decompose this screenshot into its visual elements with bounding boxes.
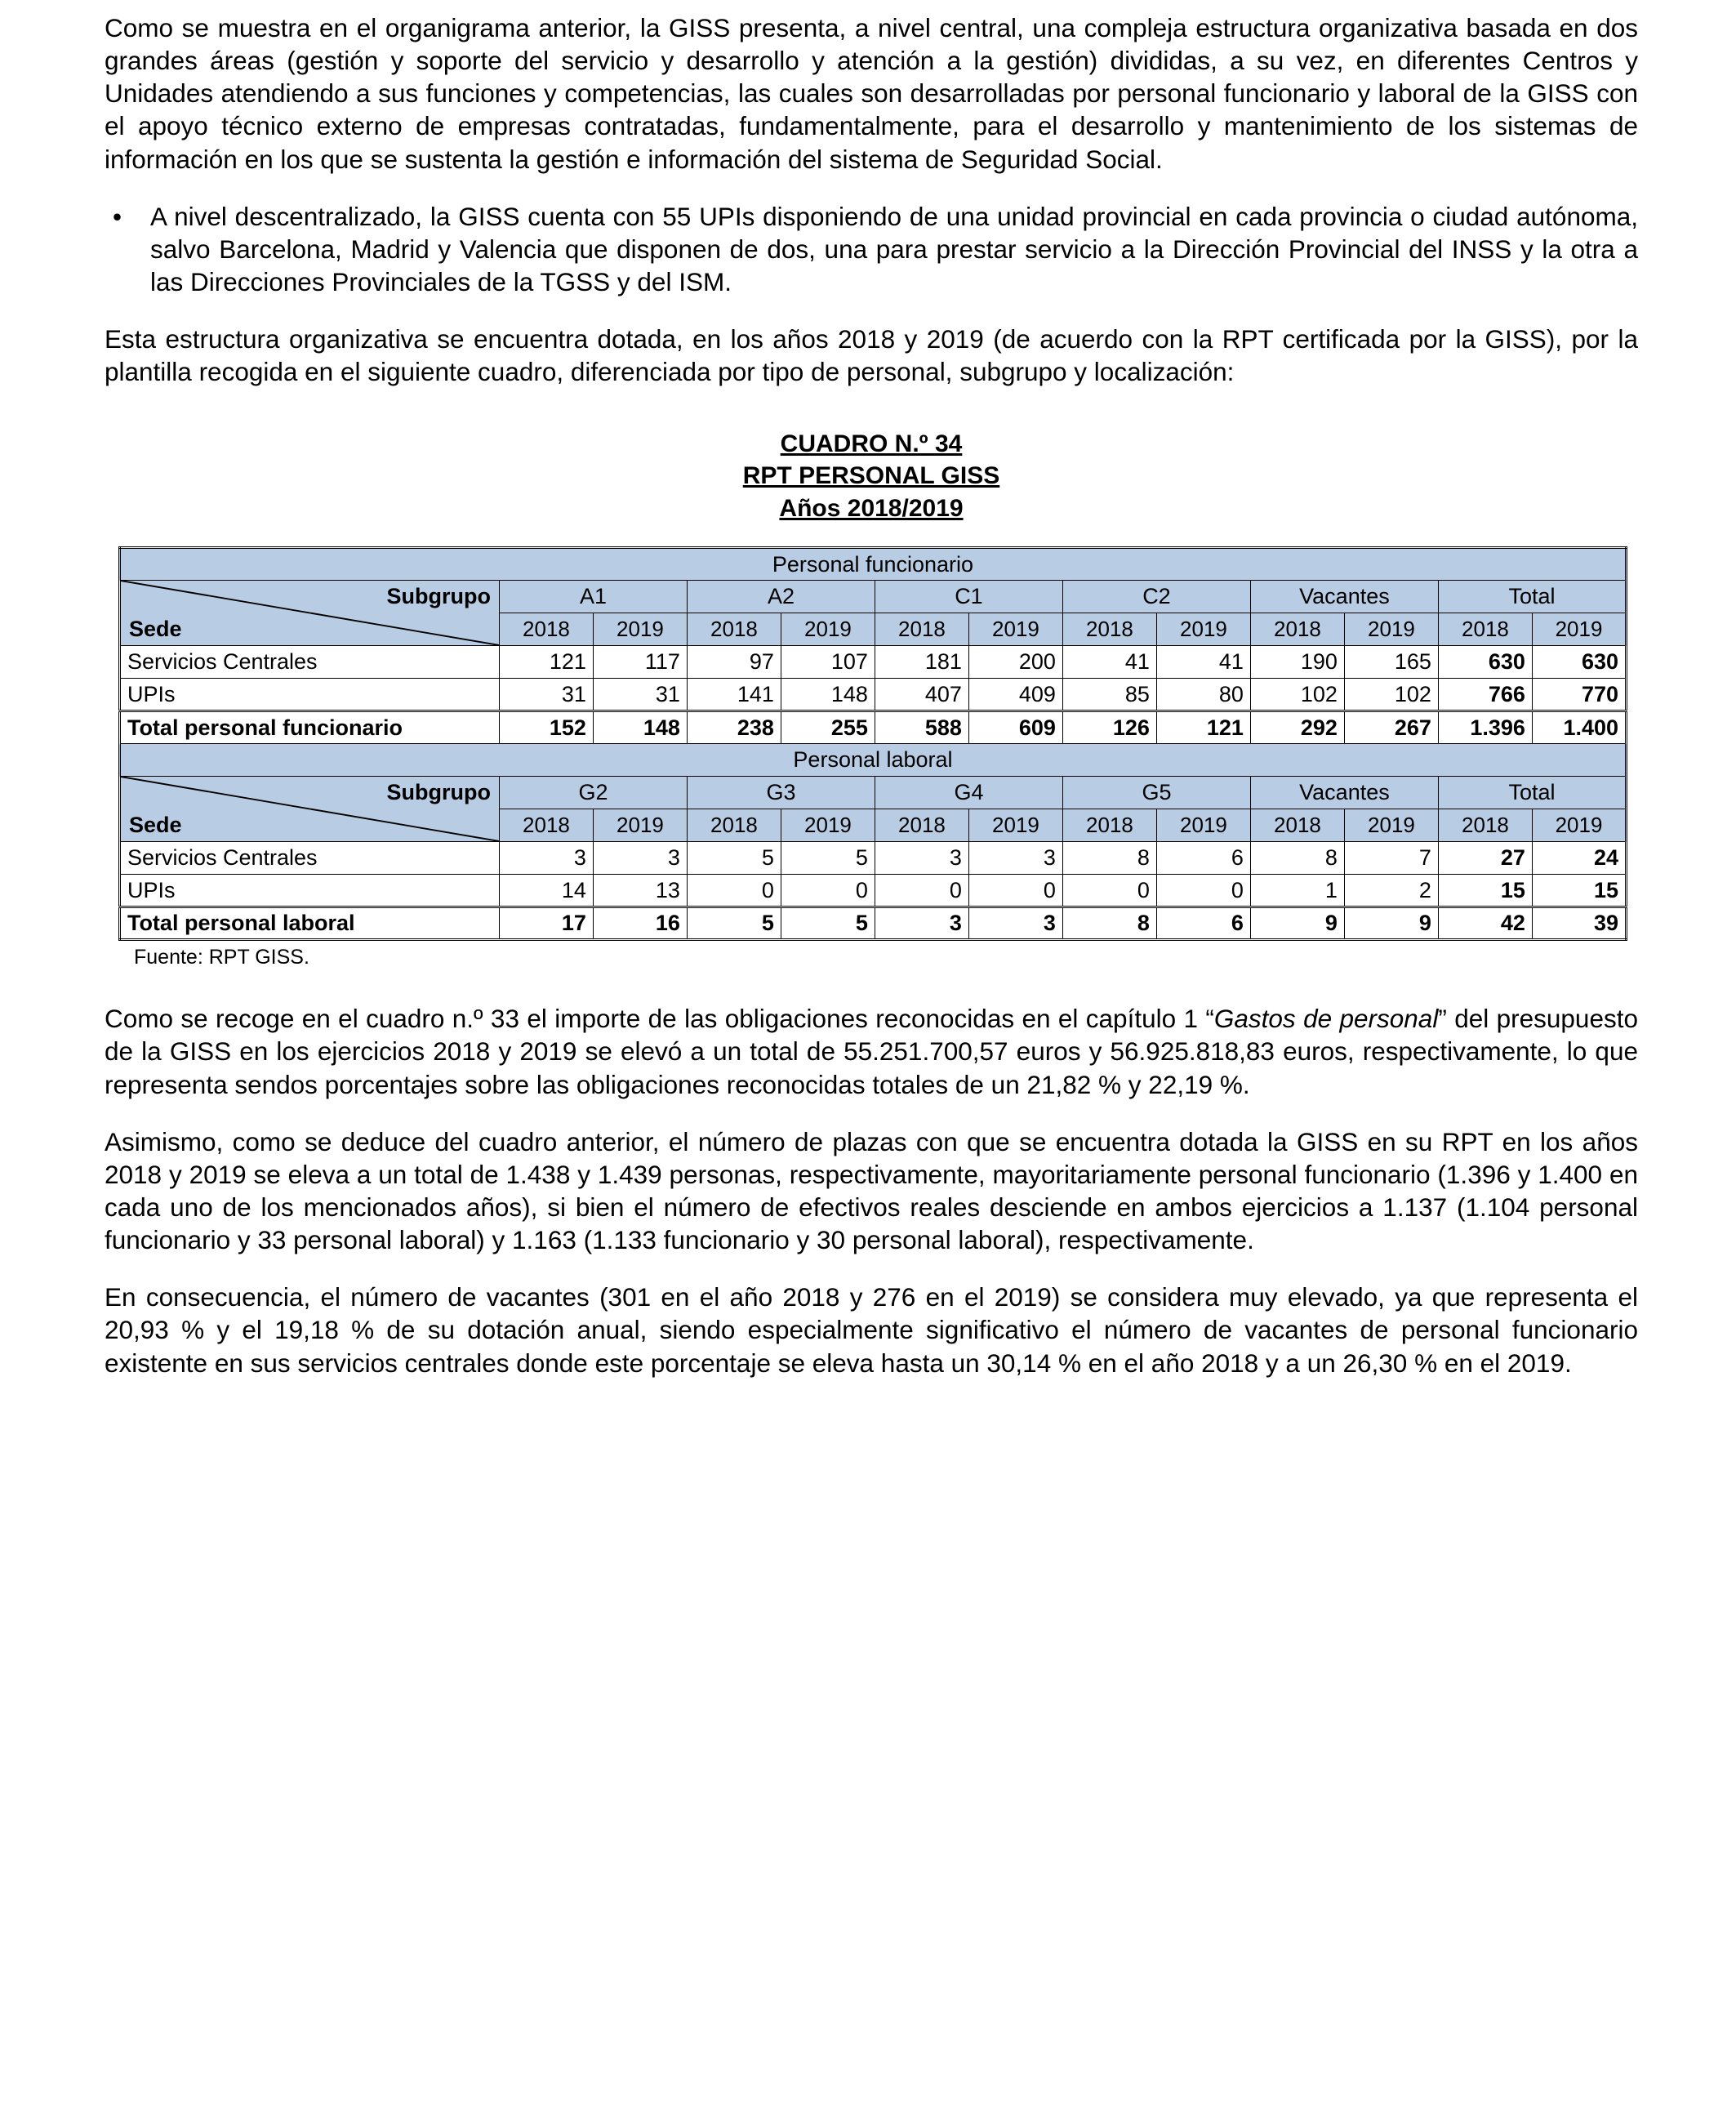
bullet-text: A nivel descentralizado, la GISS cuenta con 55 UPIs disponiendo de una unidad provincial en cada provincia o ciudad autónoma, salvo Barcelona, Madrid y Valencia que disponen de dos, una para prestar servicio a la Dirección Provincial del INSS y la otra a las Direcciones Provinciales de la TGSS y del ISM.	[150, 201, 1638, 297]
group-header-g2: G2	[499, 777, 687, 809]
group-header-a1: A1	[499, 581, 687, 613]
cell-func-sc-total-2018: 630	[1438, 646, 1532, 679]
year-header-vaclab-2019: 2019	[1344, 809, 1438, 842]
row-label-servicios-centrales-func: Servicios Centrales	[119, 646, 499, 679]
cell-total-func-total-2018: 1.396	[1438, 711, 1532, 744]
row-label-upis-lab: UPIs	[119, 875, 499, 907]
group-header-g5: G5	[1062, 777, 1250, 809]
year-header-vaclab-2018: 2018	[1250, 809, 1344, 842]
cell-lab-sc-vac-2019: 7	[1344, 842, 1438, 875]
cell-total-func-total-2019: 1.400	[1532, 711, 1626, 744]
paragraph-plantilla: Esta estructura organizativa se encuentra dotada, en los años 2018 y 2019 (de acuerdo con la RPT certificada por la GISS), por la plantilla recogida en el siguiente cuadro, diferenciada por tipo de personal, subgrupo y localización:	[105, 324, 1638, 387]
year-header-c2-2018: 2018	[1062, 613, 1156, 646]
year-header-g4-2019: 2019	[968, 809, 1062, 842]
cell-func-sc-vac-2018: 190	[1250, 646, 1344, 679]
cell-lab-upis-total-2019: 15	[1532, 875, 1626, 907]
cell-total-lab-g2-2018: 17	[499, 907, 593, 940]
year-header-a1-2018: 2018	[499, 613, 593, 646]
cell-lab-upis-g4-2018: 0	[875, 875, 968, 907]
corner-label-sede: Sede	[128, 813, 182, 838]
year-header-totfunc-2018: 2018	[1438, 613, 1532, 646]
cell-total-lab-total-2019: 39	[1532, 907, 1626, 940]
rpt-table-wrapper	[105, 546, 1638, 941]
table-title-line-1: CUADRO N.º 34	[780, 430, 963, 457]
year-header-a2-2019: 2019	[781, 613, 875, 646]
cell-func-sc-c2-2018: 41	[1062, 646, 1156, 679]
year-header-g3-2019: 2019	[781, 809, 875, 842]
corner-label-subgrupo: Subgrupo	[386, 780, 491, 805]
group-header-a2: A2	[687, 581, 875, 613]
cell-lab-sc-g2-2019: 3	[593, 842, 687, 875]
cell-total-func-vac-2019: 267	[1344, 711, 1438, 744]
group-header-vacantes-func: Vacantes	[1250, 581, 1438, 613]
cell-func-sc-c1-2019: 200	[968, 646, 1062, 679]
group-header-total-lab: Total	[1438, 777, 1626, 809]
cell-total-func-a1-2018: 152	[499, 711, 593, 744]
row-label-upis-func: UPIs	[119, 679, 499, 711]
year-header-g2-2019: 2019	[593, 809, 687, 842]
row-label-total-laboral: Total personal laboral	[119, 907, 499, 940]
cell-func-upis-a2-2018: 141	[687, 679, 781, 711]
table-row	[119, 875, 1626, 907]
cell-func-sc-a2-2019: 107	[781, 646, 875, 679]
year-header-g5-2019: 2019	[1156, 809, 1250, 842]
cell-func-upis-a1-2018: 31	[499, 679, 593, 711]
cell-lab-upis-g3-2019: 0	[781, 875, 875, 907]
cell-func-upis-c2-2018: 85	[1062, 679, 1156, 711]
cell-func-sc-vac-2019: 165	[1344, 646, 1438, 679]
cell-total-lab-g5-2019: 6	[1156, 907, 1250, 940]
cell-lab-upis-g2-2019: 13	[593, 875, 687, 907]
cell-lab-sc-g4-2019: 3	[968, 842, 1062, 875]
cell-lab-upis-g2-2018: 14	[499, 875, 593, 907]
cell-lab-upis-g5-2019: 0	[1156, 875, 1250, 907]
table-title-line-3: Años 2018/2019	[779, 495, 964, 523]
table-row	[119, 646, 1626, 679]
cell-total-lab-g4-2019: 3	[968, 907, 1062, 940]
cell-lab-sc-total-2018: 27	[1438, 842, 1532, 875]
cell-total-lab-total-2018: 42	[1438, 907, 1532, 940]
bullet-item-upis	[105, 200, 1638, 298]
cell-func-upis-vac-2018: 102	[1250, 679, 1344, 711]
cell-lab-sc-g2-2018: 3	[499, 842, 593, 875]
band-title-laboral: Personal laboral	[119, 744, 1626, 777]
cell-func-upis-c1-2018: 407	[875, 679, 968, 711]
cell-func-upis-a1-2019: 31	[593, 679, 687, 711]
year-header-vacfunc-2018: 2018	[1250, 613, 1344, 646]
year-header-c1-2018: 2018	[875, 613, 968, 646]
corner-label-sede: Sede	[128, 617, 182, 642]
cell-total-func-c1-2018: 588	[875, 711, 968, 744]
paragraph-gastos-personal	[105, 1002, 1638, 1100]
cell-func-sc-c2-2019: 41	[1156, 646, 1250, 679]
cell-total-lab-g5-2018: 8	[1062, 907, 1156, 940]
cell-lab-sc-g5-2018: 8	[1062, 842, 1156, 875]
cell-total-lab-vac-2018: 9	[1250, 907, 1344, 940]
group-header-vacantes-lab: Vacantes	[1250, 777, 1438, 809]
cell-func-upis-total-2019: 770	[1532, 679, 1626, 711]
cell-func-upis-c2-2019: 80	[1156, 679, 1250, 711]
cell-func-sc-a1-2018: 121	[499, 646, 593, 679]
cell-total-func-a1-2019: 148	[593, 711, 687, 744]
band-header-row-funcionario	[119, 548, 1626, 581]
band-title-funcionario: Personal funcionario	[119, 548, 1626, 581]
group-header-c2: C2	[1062, 581, 1250, 613]
corner-cell-funcionario	[119, 581, 499, 646]
group-header-row-laboral	[119, 777, 1626, 809]
cell-func-upis-vac-2019: 102	[1344, 679, 1438, 711]
table-source-note: Fuente: RPT GISS.	[134, 946, 309, 969]
cell-total-func-vac-2018: 292	[1250, 711, 1344, 744]
cell-lab-upis-total-2018: 15	[1438, 875, 1532, 907]
paragraph-intro: Como se muestra en el organigrama anterior, la GISS presenta, a nivel central, una compleja estructura organizativa basada en dos grandes áreas (gestión y soporte del servicio y desarrollo y atención a la gestión) divididas, a su vez, en diferentes Centros y Unidades atendiendo a sus funciones y competencias, las cuales son desarrolladas por personal funcionario y laboral de la GISS con el apoyo técnico externo de empresas contratadas, fundamentalmente, para el desarrollo y mantenimiento de los sistemas de información en los que se sustenta la gestión e información del sistema de Seguridad Social.	[105, 13, 1638, 174]
group-header-c1: C1	[875, 581, 1062, 613]
cell-lab-upis-g4-2019: 0	[968, 875, 1062, 907]
group-header-total-func: Total	[1438, 581, 1626, 613]
cell-total-lab-g3-2018: 5	[687, 907, 781, 940]
table-total-row-laboral	[119, 907, 1626, 940]
cell-lab-sc-g3-2019: 5	[781, 842, 875, 875]
paragraph-gastos-personal-text: Como se recoge en el cuadro n.º 33 el importe de las obligaciones reconocidas en el capítulo 1 “Gastos de personal” del presupuesto de la GISS en los ejercicios 2018 y 2019 se elevó a un total de 55.251.700,57 euros y 56.925.818,83 euros, respectivamente, lo que representa sendos porcentajes sobre las obligaciones reconocidas totales de un 21,82 % y 22,19 %.	[105, 1004, 1638, 1099]
cell-lab-sc-g4-2018: 3	[875, 842, 968, 875]
corner-cell-laboral	[119, 777, 499, 842]
cell-total-func-a2-2018: 238	[687, 711, 781, 744]
year-header-g4-2018: 2018	[875, 809, 968, 842]
paragraph-vacantes: En consecuencia, el número de vacantes (301 en el año 2018 y 276 en el 2019) se considera muy elevado, ya que representa el 20,93 % y el 19,18 % de su dotación anual, siendo especialmente significativo el número de vacantes de personal funcionario existente en sus servicios centrales donde este porcentaje se eleva hasta un 30,14 % en el año 2018 y a un 26,30 % en el 2019.	[105, 1282, 1638, 1378]
year-header-vacfunc-2019: 2019	[1344, 613, 1438, 646]
cell-total-lab-g2-2019: 16	[593, 907, 687, 940]
cell-func-sc-c1-2018: 181	[875, 646, 968, 679]
table-total-row-funcionario	[119, 711, 1626, 744]
cell-total-lab-g3-2019: 5	[781, 907, 875, 940]
group-header-g3: G3	[687, 777, 875, 809]
cell-func-upis-a2-2019: 148	[781, 679, 875, 711]
year-header-totfunc-2019: 2019	[1532, 613, 1626, 646]
year-header-totlab-2018: 2018	[1438, 809, 1532, 842]
year-header-totlab-2019: 2019	[1532, 809, 1626, 842]
cell-total-lab-g4-2018: 3	[875, 907, 968, 940]
year-header-c1-2019: 2019	[968, 613, 1062, 646]
group-header-g4: G4	[875, 777, 1062, 809]
year-header-c2-2019: 2019	[1156, 613, 1250, 646]
cell-lab-upis-vac-2018: 1	[1250, 875, 1344, 907]
cell-total-func-a2-2019: 255	[781, 711, 875, 744]
cell-func-sc-a2-2018: 97	[687, 646, 781, 679]
corner-label-subgrupo: Subgrupo	[386, 584, 491, 609]
rpt-personal-giss-table	[118, 546, 1627, 941]
table-row	[119, 679, 1626, 711]
cell-total-func-c2-2019: 121	[1156, 711, 1250, 744]
group-header-row-funcionario	[119, 581, 1626, 613]
cell-func-sc-a1-2019: 117	[593, 646, 687, 679]
cell-func-upis-c1-2019: 409	[968, 679, 1062, 711]
year-header-g5-2018: 2018	[1062, 809, 1156, 842]
cell-func-sc-total-2019: 630	[1532, 646, 1626, 679]
cell-lab-sc-vac-2018: 8	[1250, 842, 1344, 875]
cell-lab-sc-total-2019: 24	[1532, 842, 1626, 875]
year-header-g3-2018: 2018	[687, 809, 781, 842]
band-header-row-laboral	[119, 744, 1626, 777]
table-title	[105, 428, 1638, 526]
year-header-a2-2018: 2018	[687, 613, 781, 646]
row-label-total-funcionario: Total personal funcionario	[119, 711, 499, 744]
paragraph-plazas: Asimismo, como se deduce del cuadro anterior, el número de plazas con que se encuentra dotada la GISS en su RPT en los años 2018 y 2019 se eleva a un total de 1.438 y 1.439 personas, respectivamente, mayoritariamente personal funcionario (1.396 y 1.400 en cada uno de los mencionados años), si bien el número de efectivos reales desciende en ambos ejercicios a 1.137 (1.104 personal funcionario y 33 personal laboral) y 1.163 (1.133 funcionario y 30 personal laboral), respectivamente.	[105, 1126, 1638, 1255]
cell-lab-upis-g5-2018: 0	[1062, 875, 1156, 907]
cell-lab-upis-g3-2018: 0	[687, 875, 781, 907]
table-title-line-2: RPT PERSONAL GISS	[742, 462, 1000, 490]
table-row	[119, 842, 1626, 875]
cell-func-upis-total-2018: 766	[1438, 679, 1532, 711]
bullet-marker: •	[113, 201, 122, 231]
year-header-g2-2018: 2018	[499, 809, 593, 842]
cell-total-func-c1-2019: 609	[968, 711, 1062, 744]
cell-lab-sc-g5-2019: 6	[1156, 842, 1250, 875]
year-header-a1-2019: 2019	[593, 613, 687, 646]
cell-lab-sc-g3-2018: 5	[687, 842, 781, 875]
cell-total-func-c2-2018: 126	[1062, 711, 1156, 744]
cell-lab-upis-vac-2019: 2	[1344, 875, 1438, 907]
row-label-servicios-centrales-lab: Servicios Centrales	[119, 842, 499, 875]
cell-total-lab-vac-2019: 9	[1344, 907, 1438, 940]
